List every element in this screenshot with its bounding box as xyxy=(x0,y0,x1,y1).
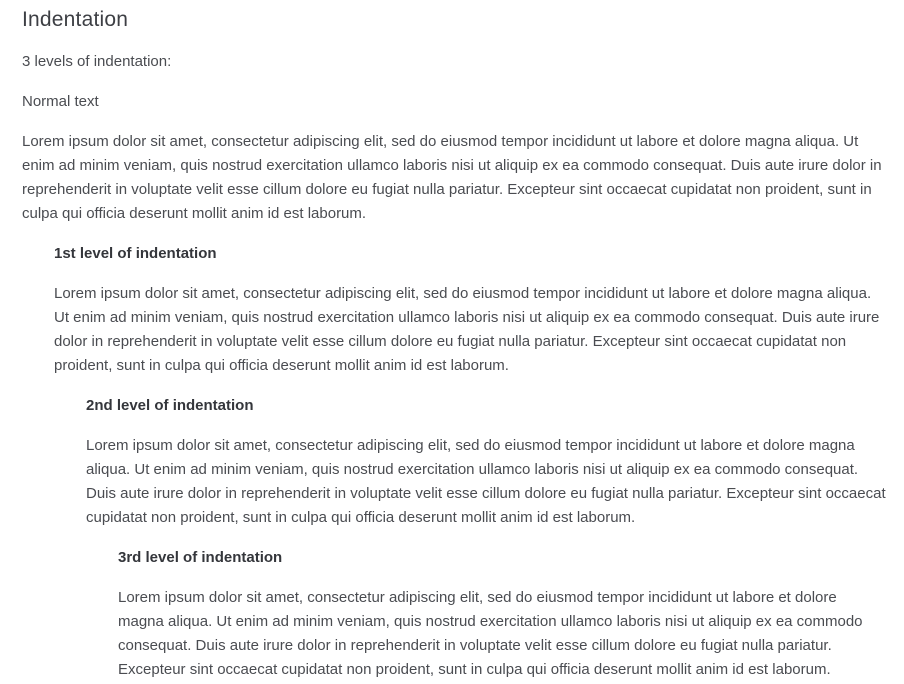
page-title: Indentation xyxy=(22,8,129,31)
indent-level-2 xyxy=(86,394,886,682)
intro-text: 3 levels of indentation: xyxy=(22,53,172,70)
level-2-heading: 2nd level of indentation xyxy=(86,397,254,414)
normal-paragraph: Lorem ipsum dolor sit amet, consectetur adipiscing elit, sed do eiusmod tempor incididunt ut labore et dolore magna aliqua. Ut enim ad minim veniam, quis nostrud exercitation ullamco laboris nisi ut aliquip ex ea commodo consequat. Duis aute irure dolor in reprehenderit in voluptate velit esse cillum dolore eu fugiat nulla pariatur. Excepteur sint occaecat cupidatat non proident, sunt in culpa qui officia deserunt mollit anim id est laborum. xyxy=(22,133,882,222)
indent-level-3 xyxy=(118,546,886,682)
level-3-heading: 3rd level of indentation xyxy=(118,549,283,566)
level-3-paragraph: Lorem ipsum dolor sit amet, consectetur adipiscing elit, sed do eiusmod tempor incididunt ut labore et dolore magna aliqua. Ut enim ad minim veniam, quis nostrud exercitation ullamco laboris nisi ut aliquip ex ea commodo consequat. Duis aute irure dolor in reprehenderit in voluptate velit esse cillum dolore eu fugiat nulla pariatur. Excepteur sint occaecat cupidatat non proident, sunt in culpa qui officia deserunt mollit anim id est laborum. xyxy=(118,589,863,678)
level-1-heading: 1st level of indentation xyxy=(54,245,217,262)
indent-level-1 xyxy=(54,242,886,682)
level-1-paragraph: Lorem ipsum dolor sit amet, consectetur adipiscing elit, sed do eiusmod tempor incididunt ut labore et dolore magna aliqua. Ut enim ad minim veniam, quis nostrud exercitation ullamco laboris nisi ut aliquip ex ea commodo consequat. Duis aute irure dolor in reprehenderit in voluptate velit esse cillum dolore eu fugiat nulla pariatur. Excepteur sint occaecat cupidatat non proident, sunt in culpa qui officia deserunt mollit anim id est laborum. xyxy=(54,285,880,374)
level-2-paragraph: Lorem ipsum dolor sit amet, consectetur adipiscing elit, sed do eiusmod tempor incididunt ut labore et dolore magna aliqua. Ut enim ad minim veniam, quis nostrud exercitation ullamco laboris nisi ut aliquip ex ea commodo consequat. Duis aute irure dolor in reprehenderit in voluptate velit esse cillum dolore eu fugiat nulla pariatur. Excepteur sint occaecat cupidatat non proident, sunt in culpa qui officia deserunt mollit anim id est laborum. xyxy=(86,437,886,526)
normal-text-label: Normal text xyxy=(22,93,99,110)
